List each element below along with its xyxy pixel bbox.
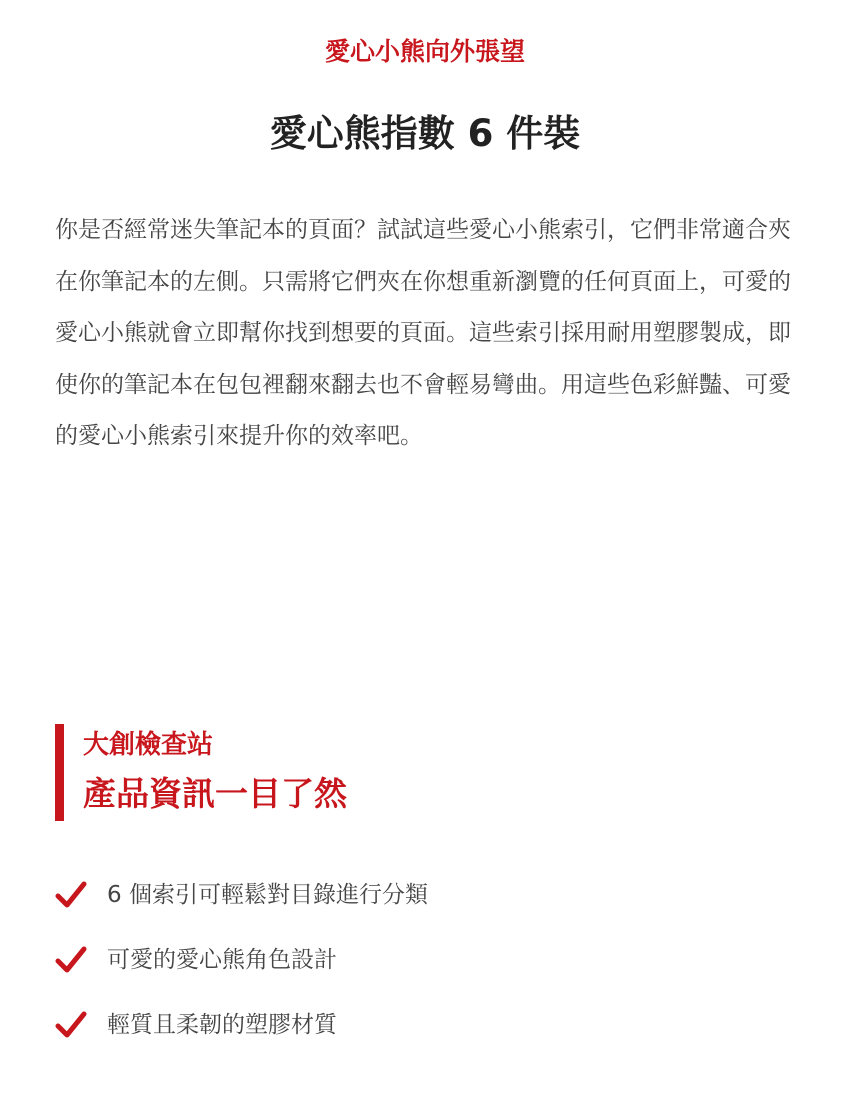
checkmark-icon <box>55 1009 87 1041</box>
section-header <box>55 724 555 821</box>
product-title: 愛心熊指數 6 件裝 <box>269 112 581 155</box>
feature-text: 輕質且柔韌的塑膠材質 <box>107 1011 337 1038</box>
section-accent-bar <box>55 724 64 821</box>
section-big-title: 產品資訊一目了然 <box>83 774 347 813</box>
feature-text: 6 個索引可輕鬆對目錄進行分類 <box>107 881 428 908</box>
section-small-title: 大創檢查站 <box>83 730 214 760</box>
product-description: 你是否經常迷失筆記本的頁面？試試這些愛心小熊索引，它們非常適合夾在你筆記本的左側。只需將它們夾在你想重新瀏覽的任何頁面上，可愛的愛心小熊就會立即幫你找到想要的頁面。這些索引採用耐用塑膠製成，即使你的筆記本在包包裡翻來翻去也不會輕易彎曲。用這些色彩鮮豔、可愛的愛心小熊索引來提升你的效率吧。 <box>55 217 791 449</box>
feature-list <box>55 862 795 1057</box>
checkmark-icon <box>55 879 87 911</box>
checkmark-icon <box>55 944 87 976</box>
feature-text: 可愛的愛心熊角色設計 <box>107 946 337 973</box>
feature-item <box>55 927 795 992</box>
product-subtitle: 愛心小熊向外張望 <box>324 37 525 66</box>
feature-item <box>55 992 795 1057</box>
feature-item <box>55 862 795 927</box>
